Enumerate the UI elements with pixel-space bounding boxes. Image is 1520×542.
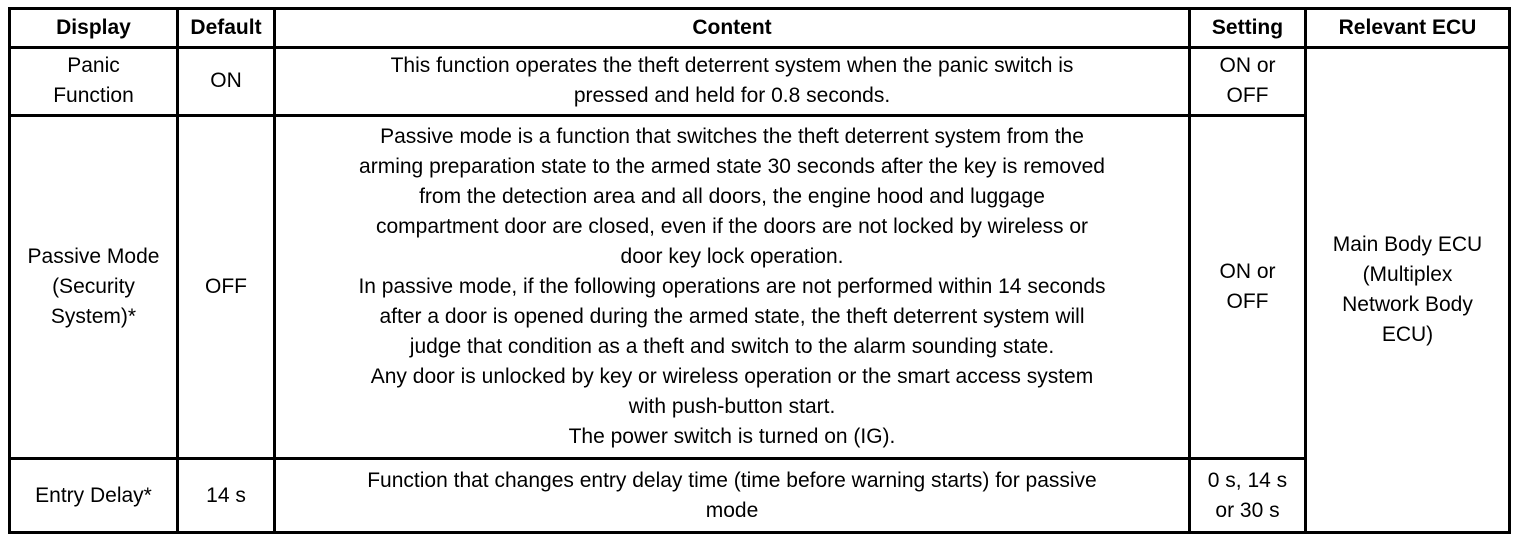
cell-content (275, 115, 1190, 459)
content-line: after a door is opened during the armed state, the theft deterrent system will (379, 304, 1085, 328)
setting-line: ON or (1219, 259, 1276, 283)
cell-content (275, 459, 1190, 533)
cell-content (275, 48, 1190, 116)
content-line: with push-button start. (628, 394, 836, 418)
table-row (10, 459, 1510, 533)
header-row (10, 9, 1510, 48)
setting-line: ON or (1219, 54, 1276, 78)
display-line: Function (53, 84, 134, 108)
cell-default: 14 s (178, 459, 275, 533)
content-line: Function that changes entry delay time (time before warning starts) for passive (367, 468, 1097, 492)
display-line: Entry Delay* (35, 483, 152, 507)
content-line: arming preparation state to the armed state 30 seconds after the key is removed (359, 154, 1105, 178)
content-line: Any door is unlocked by key or wireless operation or the smart access system (370, 364, 1094, 388)
header-display: Display (10, 9, 178, 48)
content-line: from the detection area and all doors, the engine hood and luggage (419, 184, 1045, 208)
display-line: System)* (50, 304, 137, 328)
cell-setting (1190, 48, 1306, 116)
header-content: Content (275, 9, 1190, 48)
content-line: The power switch is turned on (IG). (568, 424, 896, 448)
cell-setting (1190, 459, 1306, 533)
header-default: Default (178, 9, 275, 48)
table-row (10, 115, 1510, 459)
header-relevant-ecu: Relevant ECU (1306, 9, 1510, 48)
cell-display (10, 48, 178, 116)
ecu-line: Main Body ECU (1332, 233, 1483, 256)
content-line: door key lock operation. (620, 244, 844, 268)
cell-display (10, 459, 178, 533)
table-row (10, 48, 1510, 116)
ecu-line: Network Body (1342, 293, 1473, 316)
cell-default: ON (178, 48, 275, 116)
content-line: mode (705, 498, 759, 522)
setting-line: OFF (1226, 84, 1269, 108)
content-line: This function operates the theft deterrent system when the panic switch is (390, 54, 1074, 78)
cell-display (10, 115, 178, 459)
display-line: Panic (67, 54, 120, 78)
setting-line: 0 s, 14 s (1207, 468, 1288, 492)
function-settings-table (8, 7, 1511, 534)
ecu-line: ECU) (1381, 323, 1434, 346)
display-line: Passive Mode (27, 244, 160, 268)
content-line: pressed and held for 0.8 seconds. (573, 84, 891, 108)
cell-relevant-ecu (1306, 48, 1510, 533)
cell-setting (1190, 115, 1306, 459)
content-line: In passive mode, if the following operations are not performed within 14 seconds (358, 274, 1106, 298)
setting-line: OFF (1226, 289, 1269, 313)
content-line: judge that condition as a theft and switch to the alarm sounding state. (409, 334, 1055, 358)
content-line: Passive mode is a function that switches the theft deterrent system from the (380, 124, 1084, 148)
ecu-line: (Multiplex (1362, 263, 1453, 286)
content-line: compartment door are closed, even if the doors are not locked by wireless or (375, 214, 1089, 238)
display-line: (Security (52, 274, 135, 298)
header-setting: Setting (1190, 9, 1306, 48)
cell-default: OFF (178, 115, 275, 459)
setting-line: or 30 s (1215, 498, 1280, 522)
